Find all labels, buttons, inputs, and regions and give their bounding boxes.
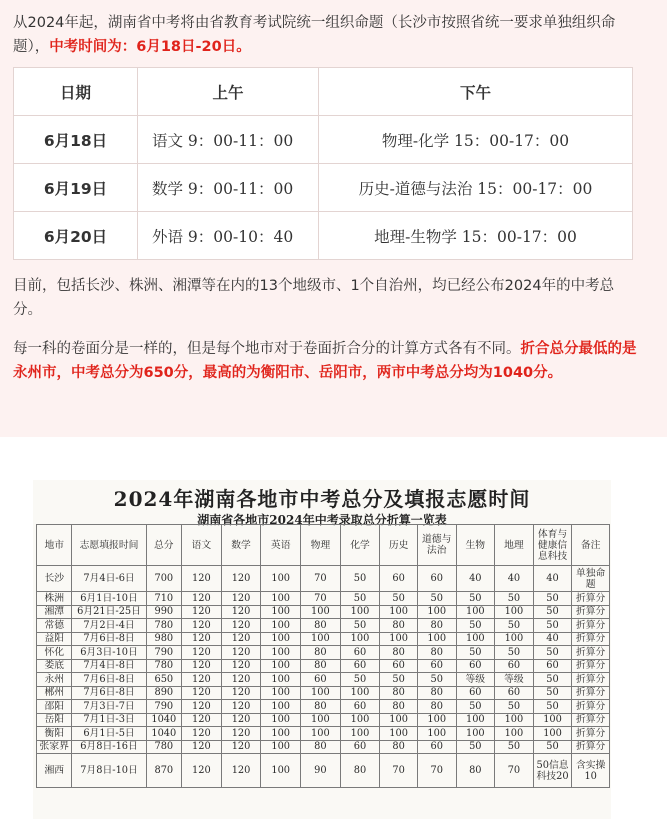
score-cell: 6月1日-5日 (72, 727, 146, 741)
score-cell: 100 (301, 713, 341, 727)
score-cell: 6月8日-16日 (72, 740, 146, 754)
score-header-cell: 物理 (301, 525, 341, 566)
score-header-cell: 总分 (146, 525, 181, 566)
score-cell: 50 (340, 592, 380, 606)
score-cell: 100 (380, 632, 418, 646)
score-cell: 120 (182, 566, 222, 592)
score-cell: 100 (417, 713, 456, 727)
score-cell: 折算分 (572, 605, 610, 619)
score-cell: 40 (456, 566, 495, 592)
score-cell: 50 (417, 592, 456, 606)
score-cell: 100 (456, 605, 495, 619)
score-cell: 60 (417, 740, 456, 754)
score-cell: 60 (340, 646, 380, 660)
score-cell: 张家界 (37, 740, 72, 754)
score-cell: 120 (182, 592, 222, 606)
score-cell: 120 (182, 619, 222, 633)
score-cell: 100 (261, 646, 301, 660)
score-cell: 80 (417, 646, 456, 660)
schedule-row (14, 116, 633, 164)
score-cell: 100 (261, 673, 301, 687)
schedule-pm: 历史-道德与法治 15：00-17：00 (319, 164, 633, 212)
score-cell: 6月3日-10日 (72, 646, 146, 660)
score-cell: 40 (533, 632, 572, 646)
score-row (37, 700, 610, 714)
score-cell: 60 (495, 686, 534, 700)
score-cell: 折算分 (572, 686, 610, 700)
score-cell: 株洲 (37, 592, 72, 606)
score-cell: 折算分 (572, 713, 610, 727)
score-row (37, 713, 610, 727)
score-cell: 60 (417, 566, 456, 592)
exam-schedule-table (13, 67, 633, 260)
score-cell: 50 (533, 673, 572, 687)
score-cell: 50 (495, 619, 534, 633)
score-cell: 50 (456, 740, 495, 754)
score-cell: 1040 (146, 727, 181, 741)
score-cell: 100 (380, 713, 418, 727)
score-cell: 折算分 (572, 673, 610, 687)
score-cell: 50信息科技20 (533, 754, 572, 788)
score-cell: 120 (221, 619, 261, 633)
score-cell: 120 (221, 754, 261, 788)
score-cell: 100 (301, 727, 341, 741)
score-header-cell: 数学 (221, 525, 261, 566)
score-cell: 120 (221, 673, 261, 687)
score-cell: 100 (261, 740, 301, 754)
score-cell: 50 (340, 619, 380, 633)
score-cell: 870 (146, 754, 181, 788)
schedule-am: 语文 9：00-11：00 (138, 116, 319, 164)
score-cell: 100 (261, 686, 301, 700)
score-cell: 120 (182, 713, 222, 727)
score-header-cell: 英语 (261, 525, 301, 566)
score-cell: 780 (146, 659, 181, 673)
score-cell: 80 (417, 619, 456, 633)
score-row (37, 619, 610, 633)
score-header-cell: 地市 (37, 525, 72, 566)
score-cell: 80 (340, 754, 380, 788)
score-cell: 长沙 (37, 566, 72, 592)
score-cell: 120 (221, 700, 261, 714)
score-cell: 50 (380, 592, 418, 606)
score-header-cell: 语文 (182, 525, 222, 566)
score-cell: 80 (380, 619, 418, 633)
score-cell: 710 (146, 592, 181, 606)
score-cell: 7月4日-8日 (72, 659, 146, 673)
score-cell: 40 (495, 566, 534, 592)
score-cell: 50 (533, 592, 572, 606)
score-cell: 等级 (495, 673, 534, 687)
schedule-header-row (14, 68, 633, 116)
score-cell: 100 (261, 754, 301, 788)
conversion-text: 每一科的卷面分是一样的，但是每个地市对于卷面折合分的计算方式各有不同。 (13, 341, 521, 357)
score-cell: 常德 (37, 619, 72, 633)
total-score-paragraph: 目前，包括长沙、株洲、湘潭等在内的13个地级市、1个自治州，均已经公布2024年的中考总分。 (13, 278, 615, 318)
score-row (37, 754, 610, 788)
score-cell: 50 (533, 646, 572, 660)
score-cell: 120 (221, 646, 261, 660)
schedule-row (14, 164, 633, 212)
score-cell: 120 (221, 632, 261, 646)
score-cell: 120 (221, 566, 261, 592)
score-cell: 6月21日-25日 (72, 605, 146, 619)
score-cell: 50 (533, 700, 572, 714)
score-cell: 7月8日-10日 (72, 754, 146, 788)
score-row (37, 566, 610, 592)
score-header-cell: 化学 (340, 525, 380, 566)
score-cell: 永州 (37, 673, 72, 687)
score-cell: 60 (456, 659, 495, 673)
score-cell: 100 (261, 605, 301, 619)
score-cell: 含实操10 (572, 754, 610, 788)
score-cell: 70 (301, 566, 341, 592)
score-cell: 100 (301, 632, 341, 646)
score-header-cell: 历史 (380, 525, 418, 566)
score-cell: 折算分 (572, 700, 610, 714)
schedule-header-am: 上午 (138, 68, 319, 116)
score-cell: 100 (495, 605, 534, 619)
score-cell: 100 (301, 686, 341, 700)
score-cell: 100 (495, 632, 534, 646)
score-cell: 80 (417, 686, 456, 700)
score-cell: 岳阳 (37, 713, 72, 727)
score-cell: 120 (182, 700, 222, 714)
score-cell: 100 (301, 605, 341, 619)
score-cell: 折算分 (572, 659, 610, 673)
score-cell: 7月1日-3日 (72, 713, 146, 727)
score-cell: 80 (301, 740, 341, 754)
schedule-date: 6月18日 (14, 116, 138, 164)
score-cell: 80 (380, 686, 418, 700)
score-cell: 120 (221, 740, 261, 754)
score-cell: 120 (221, 686, 261, 700)
score-cell: 80 (301, 646, 341, 660)
schedule-row (14, 212, 633, 260)
intro-text: 从2024年起，湖南省中考将由省教育考试院统一组织命题（长沙市按照省统一要求单独组织命题）， (13, 15, 616, 55)
score-cell: 80 (301, 700, 341, 714)
score-cell: 100 (380, 605, 418, 619)
score-cell: 100 (417, 605, 456, 619)
score-cell: 80 (456, 754, 495, 788)
score-cell: 60 (495, 659, 534, 673)
score-cell: 50 (340, 673, 380, 687)
score-cell: 120 (182, 632, 222, 646)
score-cell: 1040 (146, 713, 181, 727)
score-cell: 50 (533, 740, 572, 754)
score-cell: 单独命题 (572, 566, 610, 592)
score-cell: 怀化 (37, 646, 72, 660)
schedule-pm: 地理-生物学 15：00-17：00 (319, 212, 633, 260)
score-cell: 100 (380, 727, 418, 741)
score-cell: 80 (301, 619, 341, 633)
score-cell: 100 (261, 659, 301, 673)
score-cell: 790 (146, 646, 181, 660)
score-cell: 100 (261, 619, 301, 633)
schedule-pm: 物理-化学 15：00-17：00 (319, 116, 633, 164)
score-cell: 120 (182, 605, 222, 619)
intro-paragraph (13, 11, 643, 59)
score-cell: 7月6日-8日 (72, 632, 146, 646)
score-cell: 折算分 (572, 727, 610, 741)
score-cell: 790 (146, 700, 181, 714)
score-cell: 120 (182, 754, 222, 788)
exam-date-highlight: 中考时间为：6月18日-20日。 (49, 39, 251, 55)
score-cell: 40 (533, 566, 572, 592)
score-cell: 60 (533, 659, 572, 673)
score-cell: 700 (146, 566, 181, 592)
score-header-cell: 备注 (572, 525, 610, 566)
score-cell: 60 (456, 686, 495, 700)
score-cell: 50 (417, 673, 456, 687)
score-cell: 80 (301, 659, 341, 673)
score-cell: 100 (340, 727, 380, 741)
score-cell: 50 (533, 686, 572, 700)
score-cell: 折算分 (572, 740, 610, 754)
score-row (37, 646, 610, 660)
score-row (37, 632, 610, 646)
score-cell: 120 (221, 713, 261, 727)
score-cell: 990 (146, 605, 181, 619)
score-cell: 100 (456, 713, 495, 727)
score-cell: 780 (146, 619, 181, 633)
score-header-cell: 志愿填报时间 (72, 525, 146, 566)
score-cell: 50 (456, 592, 495, 606)
score-cell: 100 (261, 700, 301, 714)
sheet-title: 2024年湖南各地市中考总分及填报志愿时间 (113, 487, 531, 511)
score-cell: 70 (301, 592, 341, 606)
score-cell: 7月2日-4日 (72, 619, 146, 633)
score-cell: 100 (340, 713, 380, 727)
score-cell: 890 (146, 686, 181, 700)
score-cell: 100 (495, 727, 534, 741)
score-cell: 郴州 (37, 686, 72, 700)
score-cell: 100 (261, 713, 301, 727)
score-row (37, 592, 610, 606)
score-table (36, 524, 610, 788)
score-cell: 50 (495, 740, 534, 754)
score-row (37, 673, 610, 687)
score-cell: 等级 (456, 673, 495, 687)
score-cell: 100 (495, 713, 534, 727)
score-cell: 湘西 (37, 754, 72, 788)
score-cell: 100 (261, 727, 301, 741)
score-row (37, 659, 610, 673)
schedule-am: 外语 9：00-10：40 (138, 212, 319, 260)
score-summary-image (33, 480, 611, 819)
score-cell: 120 (182, 727, 222, 741)
score-cell: 100 (417, 632, 456, 646)
schedule-date: 6月20日 (14, 212, 138, 260)
score-cell: 100 (340, 632, 380, 646)
score-cell: 益阳 (37, 632, 72, 646)
score-cell: 50 (495, 592, 534, 606)
score-cell: 100 (261, 632, 301, 646)
score-cell: 6月1日-10日 (72, 592, 146, 606)
score-cell: 50 (456, 619, 495, 633)
score-cell: 折算分 (572, 619, 610, 633)
sheet-subtitle: 湖南省各地市2024年中考录取总分折算一览表 (197, 513, 447, 527)
score-cell: 100 (456, 632, 495, 646)
score-cell: 70 (495, 754, 534, 788)
score-cell: 折算分 (572, 592, 610, 606)
score-header-cell: 道德与法治 (417, 525, 456, 566)
score-cell: 50 (456, 700, 495, 714)
score-cell: 60 (340, 740, 380, 754)
schedule-header-date: 日期 (14, 68, 138, 116)
score-cell: 50 (533, 605, 572, 619)
score-cell: 60 (380, 659, 418, 673)
score-cell: 7月4日-6日 (72, 566, 146, 592)
score-cell: 80 (380, 646, 418, 660)
score-cell: 80 (417, 700, 456, 714)
score-cell: 120 (182, 686, 222, 700)
score-cell: 70 (380, 754, 418, 788)
score-cell: 100 (340, 605, 380, 619)
schedule-date: 6月19日 (14, 164, 138, 212)
score-cell: 50 (456, 646, 495, 660)
score-cell: 980 (146, 632, 181, 646)
score-cell: 折算分 (572, 632, 610, 646)
score-cell: 120 (182, 646, 222, 660)
score-cell: 100 (533, 727, 572, 741)
score-cell: 60 (301, 673, 341, 687)
score-cell: 娄底 (37, 659, 72, 673)
score-cell: 120 (221, 659, 261, 673)
conversion-paragraph (13, 337, 643, 385)
score-cell: 120 (182, 673, 222, 687)
score-cell: 邵阳 (37, 700, 72, 714)
score-cell: 100 (417, 727, 456, 741)
score-cell: 120 (182, 659, 222, 673)
score-cell: 650 (146, 673, 181, 687)
score-header-row (37, 525, 610, 566)
score-cell: 折算分 (572, 646, 610, 660)
score-cell: 50 (533, 619, 572, 633)
score-cell: 100 (456, 727, 495, 741)
score-cell: 50 (340, 566, 380, 592)
score-cell: 100 (261, 592, 301, 606)
score-row (37, 605, 610, 619)
score-cell: 7月6日-8日 (72, 673, 146, 687)
score-cell: 60 (340, 659, 380, 673)
score-cell: 70 (417, 754, 456, 788)
score-cell: 7月6日-8日 (72, 686, 146, 700)
score-cell: 衡阳 (37, 727, 72, 741)
score-row (37, 686, 610, 700)
score-cell: 50 (495, 646, 534, 660)
score-row (37, 727, 610, 741)
score-cell: 120 (221, 727, 261, 741)
score-cell: 120 (221, 592, 261, 606)
score-cell: 120 (182, 740, 222, 754)
schedule-am: 数学 9：00-11：00 (138, 164, 319, 212)
score-cell: 50 (495, 700, 534, 714)
score-cell: 80 (380, 740, 418, 754)
score-header-cell: 生物 (456, 525, 495, 566)
score-cell: 60 (380, 566, 418, 592)
conversion-highlight: 折合总分最低的是永州市，中考总分为650分，最高的为衡阳市、岳阳市，两市中考总分均为1040分。 (13, 341, 637, 381)
score-header-cell: 体育与健康信息科技 (533, 525, 572, 566)
score-table-body (37, 566, 610, 788)
score-cell: 50 (380, 673, 418, 687)
score-cell: 90 (301, 754, 341, 788)
score-cell: 7月3日-7日 (72, 700, 146, 714)
score-cell: 100 (533, 713, 572, 727)
score-cell: 60 (417, 659, 456, 673)
score-cell: 100 (340, 686, 380, 700)
score-cell: 100 (261, 566, 301, 592)
score-cell: 湘潭 (37, 605, 72, 619)
score-cell: 120 (221, 605, 261, 619)
score-cell: 60 (340, 700, 380, 714)
score-header-cell: 地理 (495, 525, 534, 566)
score-cell: 80 (380, 700, 418, 714)
score-cell: 780 (146, 740, 181, 754)
schedule-header-pm: 下午 (319, 68, 633, 116)
score-row (37, 740, 610, 754)
